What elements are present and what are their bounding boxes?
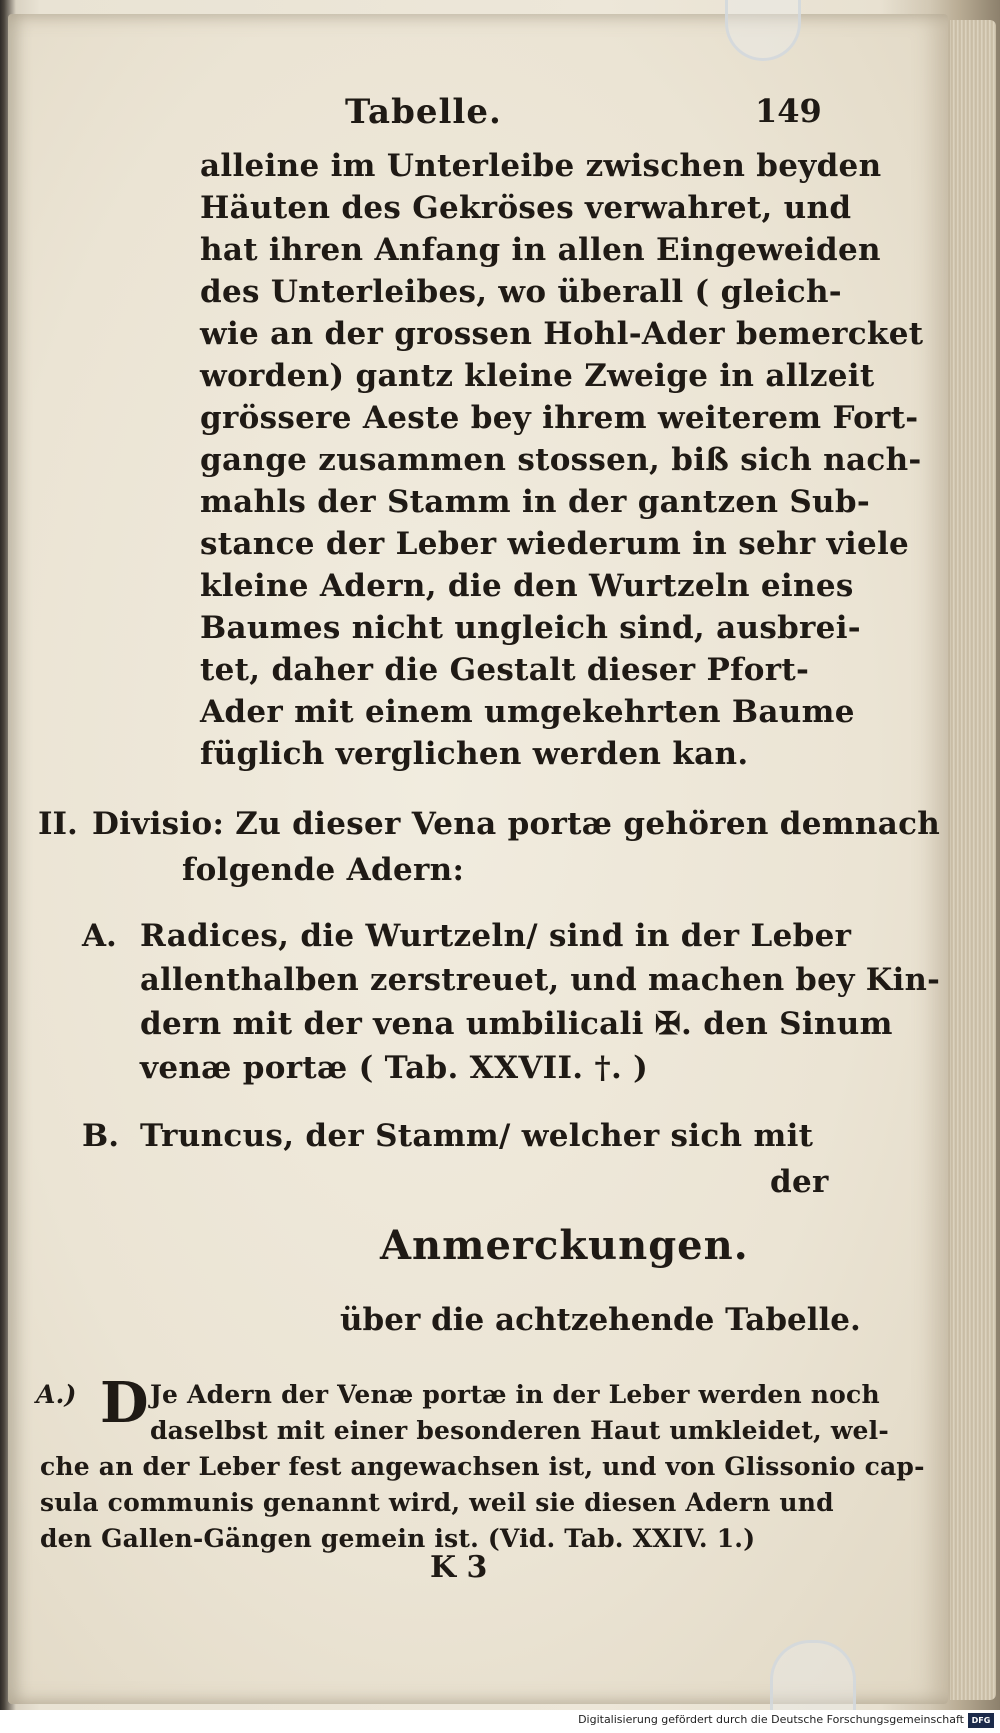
body-line: stance der Leber wiederum in sehr viele: [200, 526, 910, 562]
catchword: der: [770, 1164, 829, 1200]
item-a-line: allenthalben zerstreuet, und machen bey Kin-: [140, 962, 941, 998]
note-line: sula communis genannt wird, weil sie diesen Adern und: [40, 1488, 834, 1517]
running-head: Tabelle.: [345, 92, 502, 132]
drop-cap: D: [100, 1370, 149, 1436]
body-line: hat ihren Anfang in allen Eingeweiden: [200, 232, 881, 268]
body-line: Ader mit einem umgekehrten Baume: [200, 694, 855, 730]
body-line: alleine im Unterleibe zwischen beyden: [200, 148, 882, 184]
body-line: kleine Adern, die den Wurtzeln eines: [200, 568, 854, 604]
body-line: gange zusammen stossen, biß sich nach-: [200, 442, 922, 478]
book-clip-bottom: [770, 1640, 856, 1713]
body-line: mahls der Stamm in der gantzen Sub-: [200, 484, 871, 520]
body-line: tet, daher die Gestalt dieser Pfort-: [200, 652, 810, 688]
notes-subheading: über die achtzehende Tabelle.: [340, 1302, 861, 1338]
division-line: folgende Adern:: [182, 852, 465, 888]
page-number: 149: [755, 92, 822, 130]
notes-heading: Anmerckungen.: [380, 1222, 749, 1269]
body-line: Häuten des Gekröses verwahret, und: [200, 190, 852, 226]
body-line: wie an der grossen Hohl-Ader bemercket: [200, 316, 924, 352]
item-a-line: Radices, die Wurtzeln/ sind in der Leber: [140, 918, 852, 954]
page-edges: [950, 20, 996, 1700]
body-line: Baumes nicht ungleich sind, ausbrei-: [200, 610, 861, 646]
body-line: des Unterleibes, wo überall ( gleich-: [200, 274, 842, 310]
body-line: füglich verglichen werden kan.: [200, 736, 749, 772]
note-line: daselbst mit einer besonderen Haut umkleidet, wel-: [150, 1416, 889, 1445]
note-line: Je Adern der Venæ portæ in der Leber werden noch: [150, 1380, 880, 1409]
item-b-line: Truncus, der Stamm/ welcher sich mit: [140, 1118, 814, 1154]
body-line: worden) gantz kleine Zweige in allzeit: [200, 358, 875, 394]
footer-credit: Digitalisierung gefördert durch die Deutsche Forschungsgemeinschaft: [578, 1713, 964, 1726]
division-label: II.: [38, 806, 78, 842]
item-a-label: A.: [82, 918, 117, 954]
body-line: grössere Aeste bey ihrem weiterem Fort-: [200, 400, 919, 436]
dfg-logo: DFG: [968, 1713, 994, 1728]
item-a-line: dern mit der vena umbilicali ✠. den Sinum: [140, 1006, 893, 1042]
division-line: Divisio: Zu dieser Vena portæ gehören demnach: [92, 806, 941, 842]
item-b-label: B.: [82, 1118, 119, 1154]
note-label: A.): [36, 1380, 77, 1409]
note-line: che an der Leber fest angewachsen ist, und von Glissonio cap-: [40, 1452, 925, 1481]
note-line: den Gallen-Gängen gemein ist. (Vid. Tab. XXIV. 1.): [40, 1524, 756, 1553]
item-a-line: venæ portæ ( Tab. XXVII. †. ): [140, 1050, 649, 1086]
footer-bar: [0, 1710, 1000, 1733]
signature-mark: K 3: [430, 1550, 488, 1585]
